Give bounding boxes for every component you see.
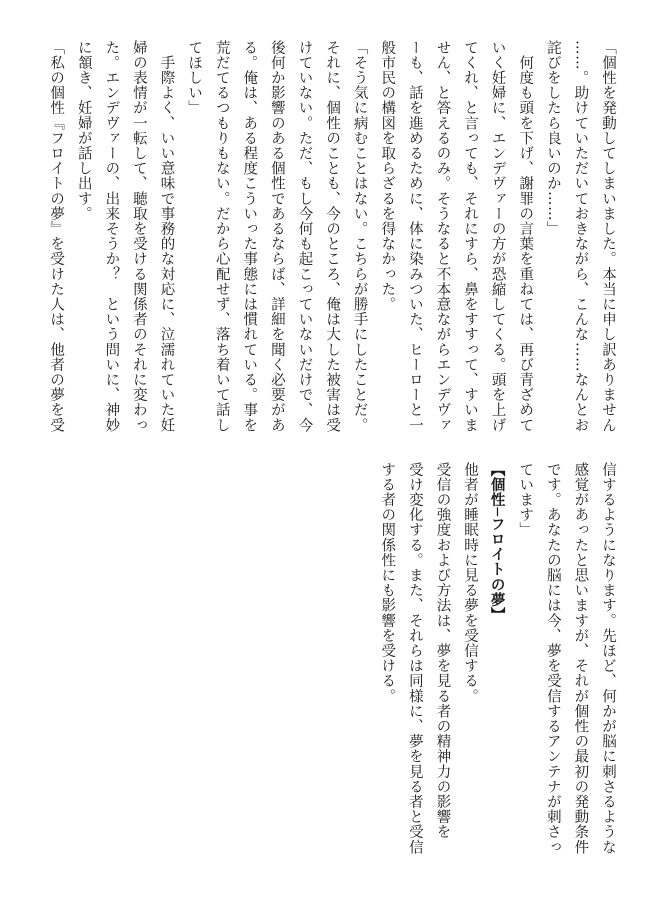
text-line: それに、個性のことも、今のところ、俺は大した被害は受	[324, 40, 341, 433]
text-line: ています」	[517, 462, 534, 538]
text-line: ……。助けていただいておきながら、こんな……なんとお	[572, 40, 589, 433]
text-line: 受信の強度および方法は、夢を見る者の精神力の影響を	[434, 462, 451, 840]
text-line: 婦の表情が一転して、聴取を受ける関係者のそれに変わっ	[130, 40, 147, 433]
text-line: に頷き、妊婦が話し出す。	[75, 40, 92, 222]
text-line: 信するようになります。先ほど、何かが脳に刺さるような	[600, 462, 616, 855]
text-line: 「個性を発動してしまいました。本当に申し訳ありません	[600, 40, 616, 433]
text-line: 「そう気に病むことはない。こちらが勝手にしたことだ。	[351, 40, 368, 433]
text-line: する者の関係性にも影響を受ける。	[379, 462, 396, 704]
text-line: 感覚があったと思いますが、それが個性の最初の発動条件	[572, 462, 589, 855]
text-line: 他者が睡眠時に見る夢を受信する。	[462, 462, 479, 704]
text-line: せん、と答えるのみ。そうなると不本意ながらエンデヴァ	[434, 40, 451, 433]
text-line: 般市民の構図を取らざるを得なかった。	[379, 40, 396, 312]
text-line: です。あなたの脳には今、夢を受信するアンテナが刺さっ	[544, 462, 561, 855]
text-line: てくれ、と言っても、それにすら、鼻をすすって、すいま	[462, 40, 479, 433]
text-line: 何度も頭を下げ、謝罪の言葉を重ねては、再び青ざめて	[517, 40, 534, 433]
text-line: 後何か影響のある個性であるならば、詳細を聞く必要があ	[268, 40, 285, 433]
quirk-heading: 【個性─フロイトの夢】	[488, 462, 506, 623]
text-line: 受け変化する。また、それらは同様に、夢を見る者と受信	[406, 462, 423, 855]
bottom-text-column	[371, 462, 621, 882]
text-line: ーも、話を進めるために、体に染みついた、ヒーローと一	[406, 40, 423, 433]
text-line: た。エンデヴァーの、出来そうか？ という問いに、神妙	[103, 40, 120, 433]
text-line: いく妊婦に、エンデヴァーの方が恐縮してくる。頭を上げ	[489, 40, 506, 433]
text-line: てほしい」	[186, 40, 203, 116]
text-line: 「私の個性『フロイトの夢』を受けた人は、他者の夢を受	[48, 40, 65, 433]
text-line: 詫びをしたら良いのか……」	[544, 40, 561, 237]
top-text-column	[31, 40, 621, 440]
text-line: 手際よく、いい意味で事務的な対応に、泣濡れていた妊	[158, 40, 175, 433]
text-line: けていない。ただ、もし今何も起こっていないだけで、今	[296, 40, 313, 433]
text-line: る。俺は、ある程度こういった事態には慣れている。事を	[241, 40, 258, 433]
text-line: 荒だてるつもりもない。だから心配せず、落ち着いて話し	[213, 40, 230, 433]
